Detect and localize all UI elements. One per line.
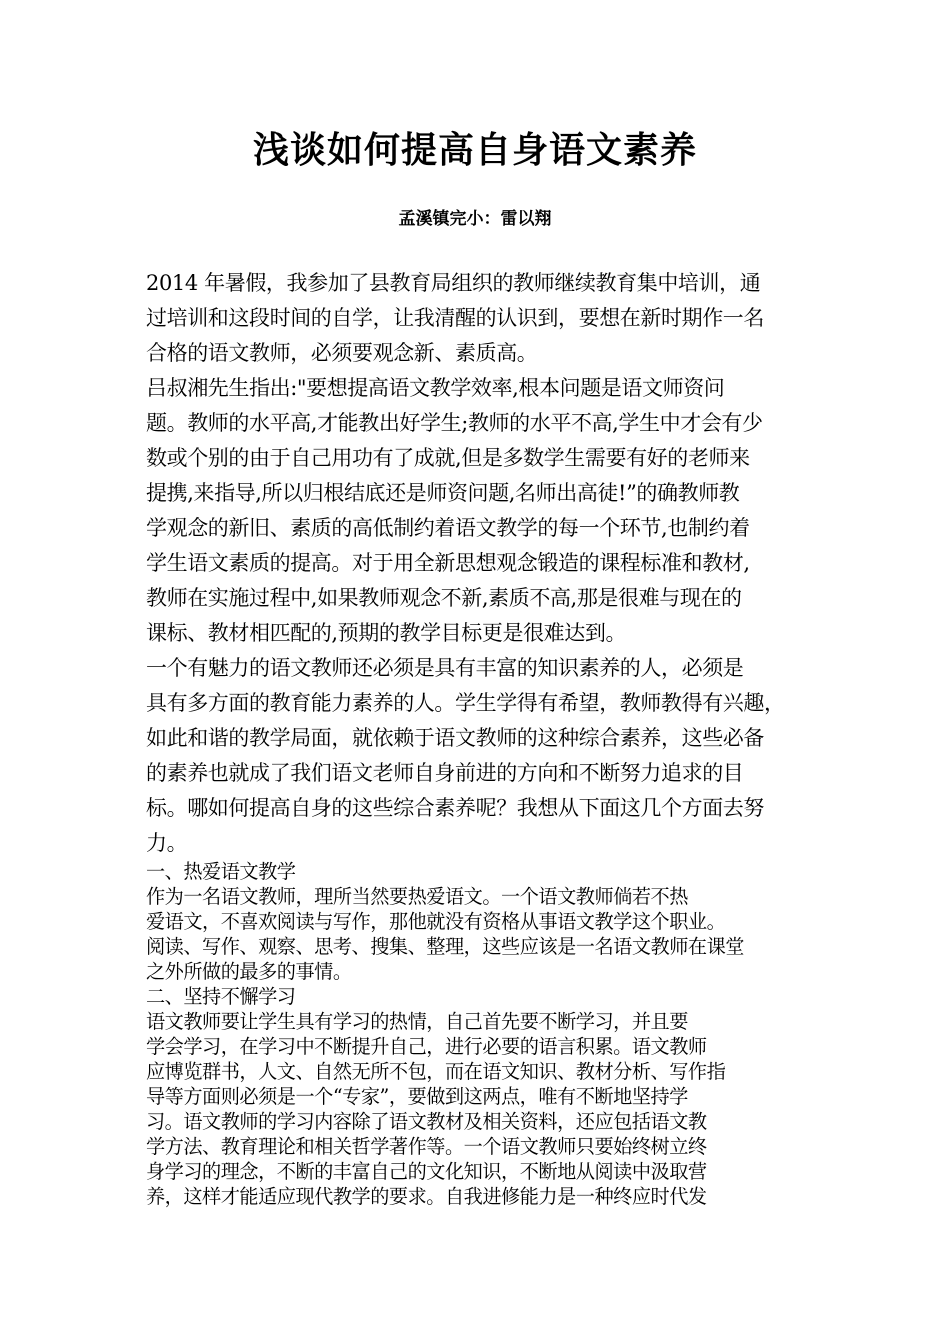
body-line: 的素养也就成了我们语文老师自身前进的方向和不断努力追求的目 — [146, 761, 744, 785]
body-line: 之外所做的最多的事情。 — [146, 960, 352, 983]
body-line: 2014 年暑假，我参加了县教育局组织的教师继续教育集中培训，通 — [146, 271, 761, 295]
body-line: 导等方面则必须是一个“专家”，要做到这两点，唯有不断地坚持学 — [146, 1085, 688, 1108]
body-line: 养，这样才能适应现代教学的要求。自我进修能力是一种终应时代发 — [146, 1185, 707, 1208]
body-line: 学方法、教育理论和相关哲学著作等。一个语文教师只要始终树立终 — [146, 1135, 707, 1158]
body-line: 学生语文素质的提高。对于用全新思想观念锻造的课程标准和教材, — [146, 551, 750, 575]
section-heading: 二、坚持不懈学习 — [146, 985, 296, 1008]
body-line: 爱语文，不喜欢阅读与写作，那他就没有资格从事语文教学这个职业。 — [146, 910, 726, 933]
author-line: 孟溪镇完小：雷以翔 — [398, 209, 552, 229]
body-line: 如此和谐的教学局面，就依赖于语文教师的这种综合素养，这些必备 — [146, 726, 764, 750]
body-line: 提携,来指导,所以归根结底还是师资问题,名师出高徒!”的确教师教 — [146, 481, 740, 505]
body-line: 课标、教材相匹配的,预期的教学目标更是很难达到。 — [146, 621, 627, 645]
section-heading: 一、热爱语文教学 — [146, 860, 296, 883]
body-line: 过培训和这段时间的自学，让我清醒的认识到，要想在新时期作一名 — [146, 306, 764, 330]
body-line: 数或个别的由于自己用功有了成就,但是多数学生需要有好的老师来 — [146, 446, 750, 470]
body-line: 具有多方面的教育能力素养的人。学生学得有希望，教师教得有兴趣， — [146, 691, 785, 715]
body-line: 教师在实施过程中,如果教师观念不新,素质不高,那是很难与现在的 — [146, 586, 742, 610]
body-line: 合格的语文教师，必须要观念新、素质高。 — [146, 341, 538, 365]
body-line: 题。教师的水平高,才能教出好学生;教师的水平不高,学生中才会有少 — [146, 411, 763, 435]
body-line: 标。哪如何提高自身的这些综合素养呢？我想从下面这几个方面去努 — [146, 796, 764, 820]
body-line: 习。语文教师的学习内容除了语文教材及相关资料，还应包括语文教 — [146, 1110, 707, 1133]
page-title: 浅谈如何提高自身语文素养 — [252, 130, 697, 171]
body-line: 学会学习，在学习中不断提升自己，进行必要的语言积累。语文教师 — [146, 1035, 707, 1058]
body-line: 作为一名语文教师，理所当然要热爱语文。一个语文教师倘若不热 — [146, 885, 688, 908]
body-line: 一个有魅力的语文教师还必须是具有丰富的知识素养的人，必须是 — [146, 656, 744, 680]
body-line: 阅读、写作、观察、思考、搜集、整理，这些应该是一名语文教师在课堂 — [146, 935, 744, 958]
body-line: 学观念的新旧、素质的高低制约着语文教学的每一个环节,也制约着 — [146, 516, 750, 540]
body-line: 应博览群书，人文、自然无所不包，而在语文知识、教材分析、写作指 — [146, 1060, 726, 1083]
body-line: 力。 — [146, 831, 188, 855]
body-line: 身学习的理念，不断的丰富自己的文化知识，不断地从阅读中汲取营 — [146, 1160, 707, 1183]
body-line: 语文教师要让学生具有学习的热情，自己首先要不断学习，并且要 — [146, 1010, 688, 1033]
body-line: 吕叔湘先生指出:"要想提高语文教学效率,根本问题是语文师资问 — [146, 376, 725, 400]
